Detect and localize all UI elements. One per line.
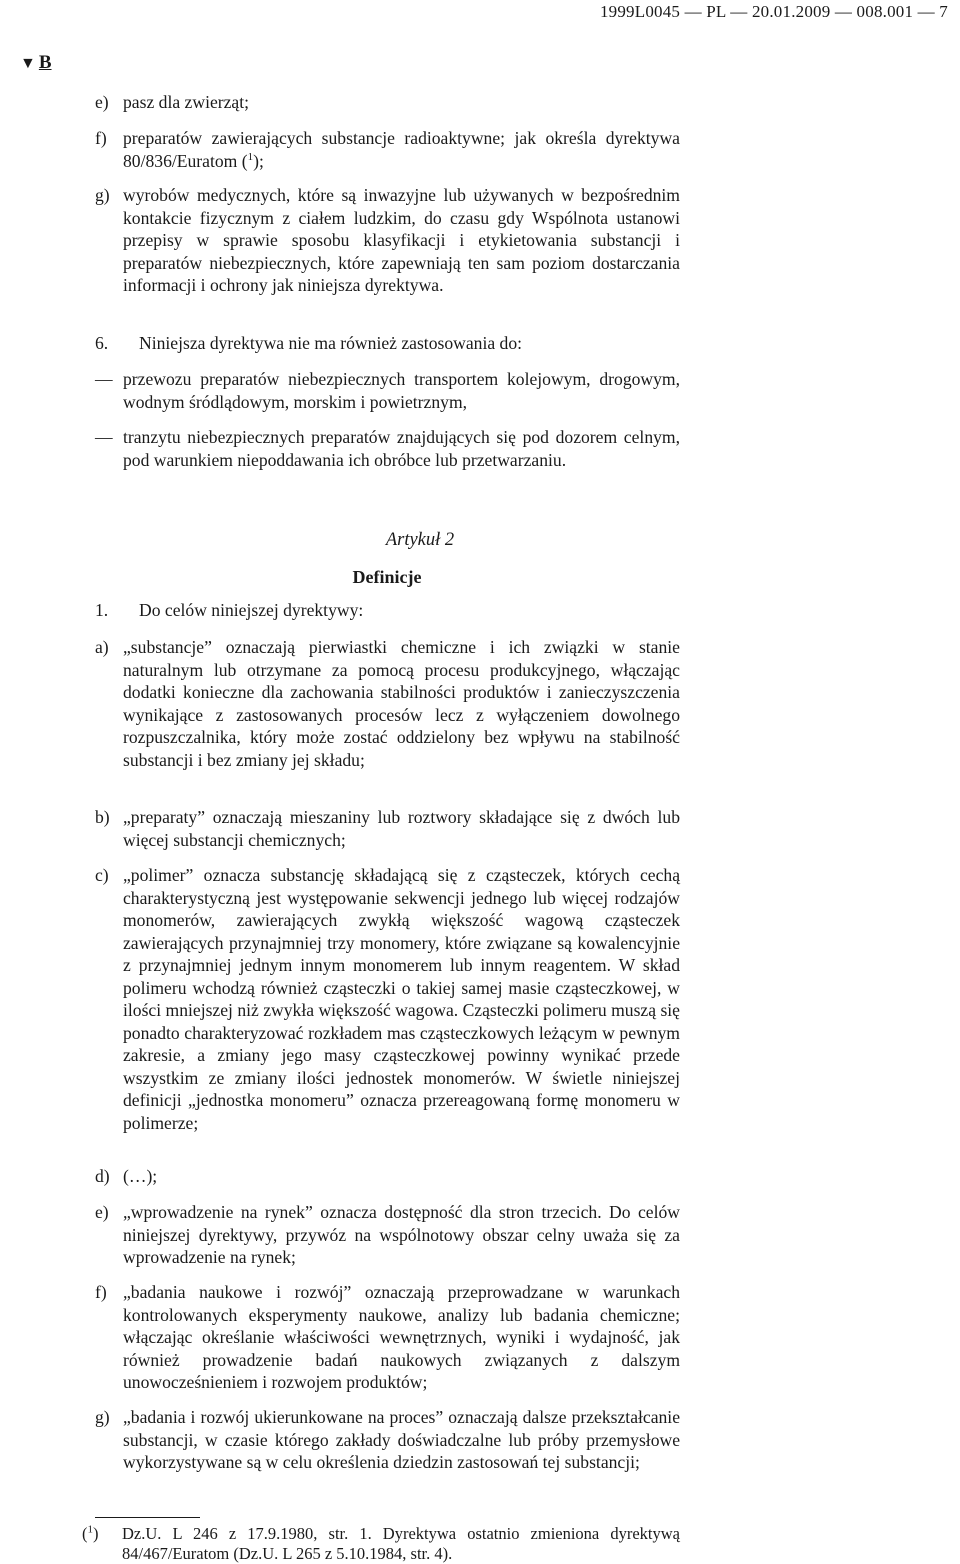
running-head: 1999L0045 — PL — 20.01.2009 — 008.001 — 7 [599,2,948,21]
footnote-mark-number: 1 [87,1523,93,1536]
list-item-g [95,184,680,297]
definition-item-e [95,1201,680,1269]
item-text: „substancje” oznaczają pierwiastki chemiczne i ich związki w stanie naturalnym lub otrzymane za pomocą procesu produkcyjnego, włączając dodatki konieczne dla zachowania stabilności produktów i zanieczyszczenia wynikające z zastosowanych procesów lecz z wyłączeniem dowolnego rozpuszczalnika, który może zostać oddzielony bez wpływu na stabilność substancji i bez zmiany jej składu; [123,637,680,770]
item-label: b) [95,807,110,827]
footnote-mark-close: ) [93,1524,99,1543]
definition-item-g [95,1406,680,1474]
marker-label: B [38,52,52,73]
item-text-part: ); [253,150,264,171]
paragraph-text: Niniejsza dyrektywa nie ma również zastosowania do: [139,333,523,353]
footnote-separator [95,1517,200,1518]
item-text: pasz dla zwierząt; [123,92,250,112]
paragraph-text: Do celów niniejszej dyrektywy: [139,600,364,620]
item-label: c) [95,865,109,885]
definition-item-d [95,1165,680,1188]
footnote-mark [82,1524,122,1544]
item-label: g) [95,1407,110,1427]
dash-item [95,426,680,471]
item-label: d) [95,1166,110,1186]
footnote-mark-open: ( [82,1524,88,1543]
item-text: „polimer” oznacza substancję składającą się z cząsteczek, których cechą charakterystyczną jest występowanie sekwencji jednego lub więcej rodzajów monomerów, zawierających zwykłą większość wagową cząsteczek zawierających przynajmniej trzy monomery, które związane są kowalencyjnie z przynajmniej jednym innym monomerem lub innym reagentem. W skład polimeru wchodzą również cząsteczki o takiej samej masie cząsteczkowej, w ilości mniejszej niż zwykła większość wagowa. Cząsteczki polimeru muszą się ponadto charakteryzować rozkładem mas cząsteczkowych leżącym w pewnym zakresie, a zmiany jego masy cząsteczkowej powinny wynikać przede wszystkim ze zmiany ilości jednostek monomerów. W świetle niniejszej definicji „jednostka monomeru” oznacza przereagowaną formę monomeru w polimerze; [123,865,680,1133]
item-text: „wprowadzenie na rynek” oznacza dostępność dla stron trzecich. Do celów niniejszej dyrektywy, przywóz na wspólnotowy obszar celny uważa się za wprowadzenie na rynek; [123,1202,680,1267]
definition-item-a [95,636,680,771]
list-item-f [95,127,680,172]
paragraph-6 [95,332,680,355]
item-label: e) [95,92,109,112]
dash-item [95,368,680,413]
item-text: „badania naukowe i rozwój” oznaczają przeprowadzane w warunkach kontrolowanych eksperymenty naukowe, analizy lub badania chemiczne; włączając określanie właściwości wewnętrznych, wyniki i wydajność, jak również prowadzenie badań naukowych związanych z dalszym unowocześnieniem i rozwojem produktów; [123,1282,680,1392]
paragraph-1 [95,599,680,622]
dash-text: tranzytu niebezpiecznych preparatów znajdujących się pod dozorem celnym, pod warunkiem niepoddawania ich obróbce lub przetwarzaniu. [123,427,680,470]
paragraph-number: 1. [95,600,109,620]
item-label: a) [95,637,109,657]
item-label: g) [95,185,110,205]
article-heading: Definicje [352,567,422,587]
article-title: Artykuł 2 [385,530,455,550]
amendment-marker [20,52,52,74]
item-label: f) [95,1282,107,1302]
footnote-text: Dz.U. L 246 z 17.9.1980, str. 1. Dyrektywa ostatnio zmieniona dyrektywą 84/467/Euratom (Dz.U. L 265 z 5.10.1984, str. 4). [122,1524,680,1563]
item-text: wyrobów medycznych, które są inwazyjne lub używanych w bezpośrednim kontakcie fizycznym z ciałem ludzkim, do czasu gdy Wspólnota ustanowi przepisy w sprawie sposobu klasyfikacji i etykietowania substancji i preparatów niebezpiecznych, które zapewniają ten sam poziom dostarczania informacji i ochrony jak niniejsza dyrektywa. [123,185,680,295]
paragraph-number: 6. [95,333,109,353]
item-label: e) [95,1202,109,1222]
item-text: (…); [123,1166,158,1186]
item-label: f) [95,128,107,148]
footnote [82,1524,680,1564]
item-text: „badania i rozwój ukierunkowane na proces” oznaczają dalsze przekształcanie substancji, w czasie którego zakłady doświadczalne lub próby przemysłowe wykorzystywane są w celu określenia dziedzin zastosowań tej substancji; [123,1407,680,1472]
footnote-ref: 1 [247,150,254,163]
triangle-down-icon: ▼ [20,55,36,72]
definition-item-c [95,864,680,1134]
list-item-e [95,91,680,114]
item-text-part: preparatów zawierających substancje radioaktywne; jak określa dyrektywa 80/836/Euratom ( [123,128,680,171]
definition-item-f [95,1281,680,1394]
item-text [123,127,680,172]
item-text: „preparaty” oznaczają mieszaniny lub roztwory składające się z dwóch lub więcej substancji chemicznych; [123,807,680,850]
dash-mark: — [95,369,113,389]
dash-mark: — [95,427,113,447]
definition-item-b [95,806,680,851]
dash-text: przewozu preparatów niebezpiecznych transportem kolejowym, drogowym, wodnym śródlądowym, morskim i powietrznym, [123,369,680,412]
